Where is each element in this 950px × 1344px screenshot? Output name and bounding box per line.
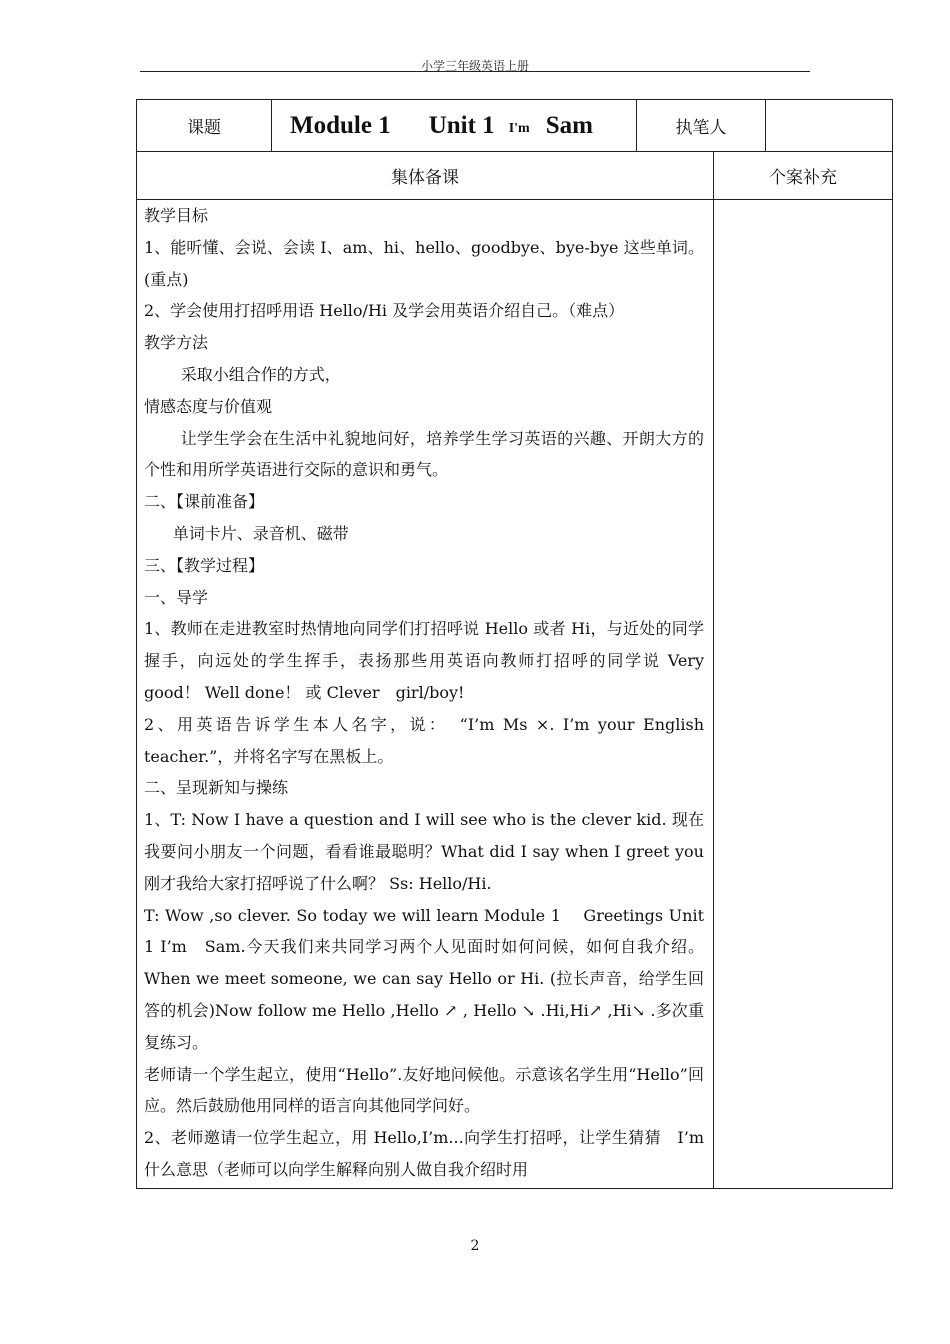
collective-prep-label: 集体备课 bbox=[136, 151, 714, 200]
author-value bbox=[765, 99, 893, 152]
paragraph: 让学生学会在生活中礼貌地问好，培养学生学习英语的兴趣、开朗大方的个性和用所学英语进行交际的意识和勇气。 bbox=[144, 428, 704, 480]
paragraph: 2、老师邀请一位学生起立，用 Hello,I’m...向学生打招呼，让学生猜猜 I’m 什么意思（老师可以向学生解释向别人做自我介绍时用 bbox=[144, 1128, 721, 1179]
paragraph: 2、学会使用打招呼用语 Hello/Hi 及学会用英语介绍自己。（难点） bbox=[144, 301, 625, 321]
paragraph: 1、能听懂、会说、会读 I、am、hi、hello、goodbye、bye-bye 这些单词。(重点) bbox=[144, 237, 704, 289]
title-sam: Sam bbox=[545, 111, 593, 139]
lesson-title bbox=[271, 99, 637, 152]
section-heading: 情感态度与价值观 bbox=[144, 396, 273, 416]
paragraph: 老师请一个学生起立，使用“Hello”.友好地问候他。示意该名学生用“Hello”回应。然后鼓励他用同样的语言向其他同学问好。 bbox=[144, 1064, 704, 1116]
section-heading: 教学方法 bbox=[144, 333, 209, 353]
paragraph: 单词卡片、录音机、磁带 bbox=[172, 523, 349, 543]
paragraph: 采取小组合作的方式， bbox=[180, 364, 341, 384]
paragraph: 1、教师在走进教室时热情地向同学们打招呼说 Hello 或者 Hi，与近处的同学握手，向远处的学生挥手，表扬那些用英语向教师打招呼的同学说 Very good！ Well done！ 或 Clever girl/boy! bbox=[144, 619, 704, 702]
section-heading: 二、呈现新知与操练 bbox=[144, 778, 289, 798]
section-heading: 一、导学 bbox=[144, 587, 209, 607]
paragraph: T: Wow ,so clever. So today we will learn Module 1 Greetings Unit 1 I’m Sam.今天我们来共同学习两个人见面时如何问候，如何自我介绍。When we meet someone, we can say Hello or Hi. (拉长声音，给学生回答的机会)Now follow me Hello ,Hello ↗ , Hello ↘ .Hi,Hi↗ ,Hi↘ .多次重复练习。 bbox=[144, 905, 704, 1052]
page-number: 2 bbox=[470, 1238, 480, 1254]
header-divider bbox=[140, 71, 810, 72]
title-im: I'm bbox=[508, 120, 530, 136]
supplement-cell bbox=[713, 199, 893, 1189]
section-heading: 三、【教学过程】 bbox=[144, 555, 265, 575]
paragraph: 2、用英语告诉学生本人名字，说： “I’m Ms ×. I’m your English teacher.”，并将名字写在黑板上。 bbox=[144, 714, 704, 766]
lesson-content bbox=[144, 200, 721, 1186]
page-header: 小学三年级英语上册 bbox=[420, 59, 529, 73]
section-heading: 教学目标 bbox=[144, 206, 209, 225]
section-heading: 二、【课前准备】 bbox=[144, 492, 265, 512]
topic-label: 课题 bbox=[136, 99, 272, 152]
author-label: 执笔人 bbox=[636, 99, 766, 152]
individual-supplement-label: 个案补充 bbox=[713, 151, 893, 200]
title-module: Module 1 bbox=[290, 111, 391, 139]
title-unit: Unit 1 bbox=[428, 111, 495, 139]
paragraph: 1、T: Now I have a question and I will see who is the clever kid. 现在我要问小朋友一个问题，看看谁最聪明？What did I say when I greet you 刚才我给大家打招呼说了什么啊？ Ss: Hello/Hi. bbox=[144, 810, 704, 893]
